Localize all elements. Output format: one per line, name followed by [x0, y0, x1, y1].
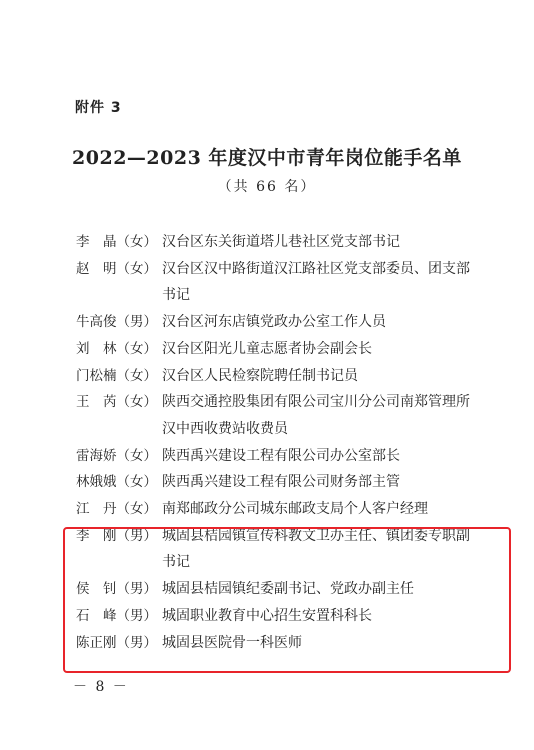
entry-name: 江 丹（女）	[76, 501, 157, 518]
list-item	[76, 309, 476, 336]
entry-description: 陕西交通控股集团有限公司宝川分公司南郑管理所汉中西收费站收费员	[162, 394, 470, 437]
page-title: 2022—2023 年度汉中市青年岗位能手名单	[72, 147, 462, 169]
total-count: （共 66 名）	[217, 179, 317, 195]
entry-name: 王 芮（女）	[76, 394, 157, 411]
list-item	[76, 229, 476, 256]
list-item	[76, 256, 476, 309]
page-number: － 8 －	[73, 679, 129, 695]
entry-name: 侯 钊（男）	[76, 581, 157, 598]
entry-name: 刘 林（女）	[76, 340, 157, 357]
entry-name: 石 峰（男）	[76, 607, 157, 624]
list-item	[76, 469, 476, 496]
entry-name: 林娥娥（女）	[76, 474, 157, 491]
entry-name: 陈正刚（男）	[76, 634, 157, 651]
entry-description: 汉台区汉中路街道汉江路社区党支部委员、团支部书记	[162, 260, 470, 304]
entry-description: 城固县桔园镇纪委副书记、党政办副主任	[162, 581, 414, 598]
entry-description: 南郑邮政分公司城东邮政支局个人客户经理	[162, 501, 428, 518]
list-item	[76, 443, 476, 470]
entry-description: 汉台区人民检察院聘任制书记员	[162, 367, 358, 384]
entry-description: 城固职业教育中心招生安置科科长	[162, 607, 372, 624]
entry-description: 陕西禹兴建设工程有限公司办公室部长	[162, 447, 400, 464]
list-item	[76, 389, 476, 442]
entry-description: 陕西禹兴建设工程有限公司财务部主管	[162, 474, 400, 491]
entry-name: 门松楠（女）	[76, 367, 157, 384]
highlight-box	[63, 527, 511, 673]
entry-description: 汉台区东关街道塔儿巷社区党支部书记	[162, 234, 400, 250]
entry-name: 雷海娇（女）	[76, 447, 157, 464]
entry-description: 汉台区河东店镇党政办公室工作人员	[162, 314, 386, 331]
entry-description: 城固县桔园镇宣传科教文卫办主任、镇团委专职副书记	[162, 527, 470, 571]
attachment-label: 附件 3	[75, 100, 122, 116]
entry-description: 城固县医院骨一科医师	[162, 634, 302, 651]
entry-name: 李 晶（女）	[76, 234, 157, 250]
entry-name: 牛高俊（男）	[76, 314, 157, 331]
entry-description: 汉台区阳光儿童志愿者协会副会长	[162, 340, 372, 357]
list-item	[76, 363, 476, 390]
list-item	[76, 336, 476, 363]
entry-name: 赵 明（女）	[76, 260, 157, 277]
list-item	[76, 496, 476, 523]
entry-name: 李 刚（男）	[76, 527, 157, 544]
